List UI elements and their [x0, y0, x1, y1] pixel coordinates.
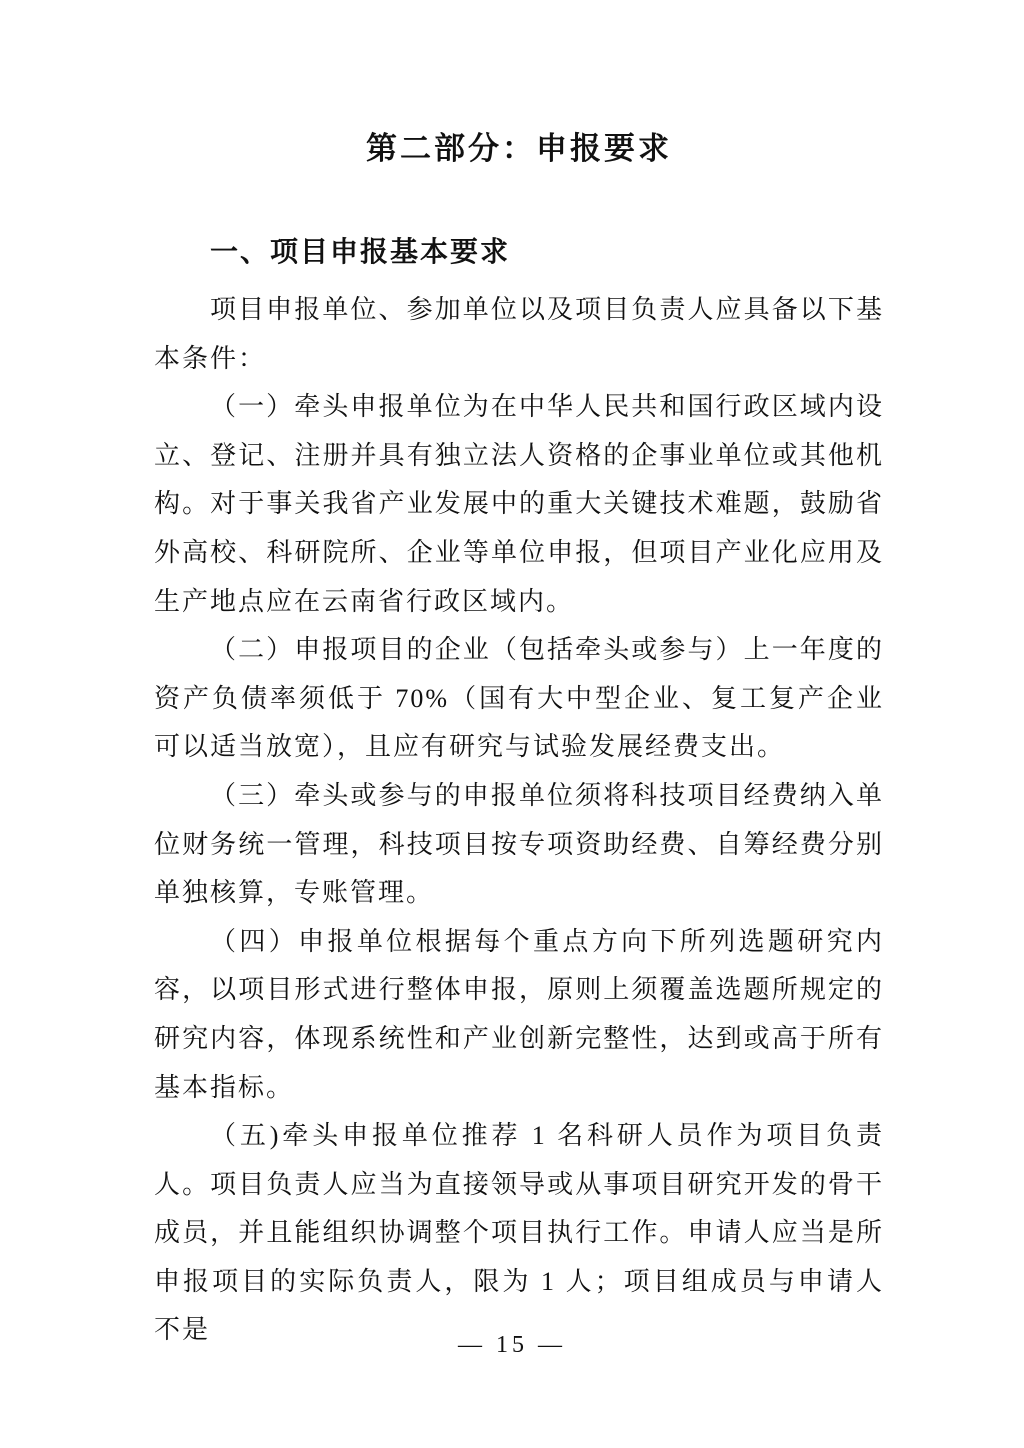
paragraph-item-3: （三）牵头或参与的申报单位须将科技项目经费纳入单位财务统一管理，科技项目按专项资助经费、自筹经费分别单独核算，专账管理。	[154, 780, 884, 908]
document-title: 第二部分：申报要求	[366, 131, 672, 166]
paragraph-item-1: （一）牵头申报单位为在中华人民共和国行政区域内设立、登记、注册并具有独立法人资格的企事业单位或其他机构。对于事关我省产业发展中的重大关键技术难题，鼓励省外高校、科研院所、企业等单位申报，但项目产业化应用及生产地点应在云南省行政区域内。	[154, 392, 884, 616]
section-heading: 一、项目申报基本要求	[210, 236, 511, 267]
paragraph-item-5: （五)牵头申报单位推荐 1 名科研人员作为项目负责人。项目负责人应当为直接领导或从事项目研究开发的骨干成员，并且能组织协调整个项目执行工作。申请人应当是所申报项目的实际负责人，限为 1 人；项目组成员与申请人不是	[154, 1121, 884, 1345]
paragraph-intro: 项目申报单位、参加单位以及项目负责人应具备以下基本条件：	[154, 295, 884, 373]
document-body	[154, 286, 884, 1355]
page-number: — 15 —	[458, 1332, 566, 1358]
paragraph-item-2: （二）申报项目的企业（包括牵头或参与）上一年度的资产负债率须低于 70%（国有大中型企业、复工复产企业可以适当放宽），且应有研究与试验发展经费支出。	[154, 635, 884, 762]
paragraph-item-4: （四）申报单位根据每个重点方向下所列选题研究内容，以项目形式进行整体申报，原则上须覆盖选题所规定的研究内容，体现系统性和产业创新完整性，达到或高于所有基本指标。	[154, 926, 884, 1102]
